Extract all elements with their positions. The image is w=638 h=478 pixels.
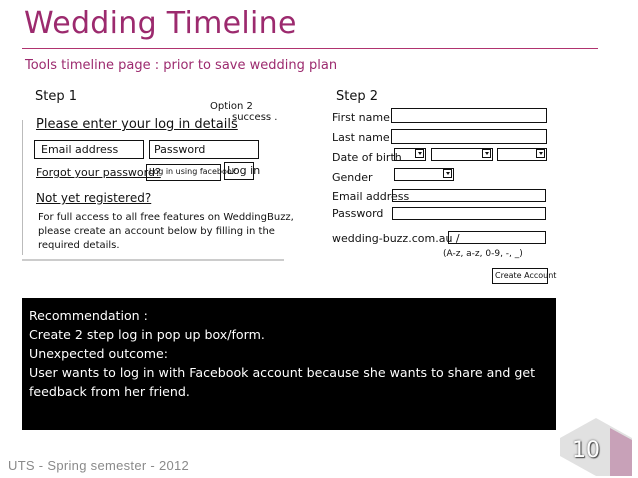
- facebook-login-button[interactable]: Log in using facebook: [146, 164, 221, 181]
- url-prefix: wedding-buzz.com.au /: [332, 232, 460, 245]
- login-button[interactable]: Log in: [224, 162, 254, 180]
- chevron-down-icon: [536, 149, 545, 158]
- last-name-label: Last name: [332, 131, 390, 144]
- option-note-2: success .: [232, 112, 278, 123]
- info-line-3: required details.: [38, 240, 120, 251]
- recommendation-text: Create 2 step log in pop up box/form.: [29, 327, 265, 342]
- page-title: Wedding Timeline: [24, 6, 297, 41]
- email-field[interactable]: Email address: [34, 140, 144, 159]
- step1-label: Step 1: [35, 89, 78, 104]
- email-label: Email address: [332, 190, 410, 203]
- outcome-heading: Unexpected outcome:: [29, 346, 169, 361]
- sketch-edge: [22, 120, 23, 255]
- password-label: Password: [332, 207, 384, 220]
- chevron-down-icon: [443, 169, 452, 178]
- outcome-text-1: User wants to log in with Facebook account because she wants to share and get: [29, 365, 536, 380]
- info-line-2: please create an account below by filling in the: [38, 226, 275, 237]
- sketch-bottom-edge: [22, 259, 284, 261]
- first-name-label: First name: [332, 111, 390, 124]
- info-line-1: For full access to all free features on WeddingBuzz,: [38, 212, 294, 223]
- last-name-input[interactable]: [391, 129, 547, 144]
- outcome-text-2: feedback from her friend.: [29, 384, 190, 399]
- not-registered-text: Not yet registered?: [36, 191, 152, 205]
- gender-select[interactable]: [394, 168, 454, 181]
- title-divider: [22, 48, 598, 49]
- dob-year-select[interactable]: [497, 148, 547, 161]
- username-hint: (A-z, a-z, 0-9, -, _): [443, 249, 523, 259]
- chevron-down-icon: [482, 149, 491, 158]
- footer-semester: UTS - Spring semester - 2012: [8, 458, 190, 473]
- recommendation-panel: [22, 298, 556, 430]
- page-number: 10: [572, 438, 600, 463]
- gender-label: Gender: [332, 171, 373, 184]
- dob-label: Date of birth: [332, 151, 402, 164]
- first-name-input[interactable]: [391, 108, 547, 123]
- create-account-button[interactable]: Create Account: [492, 268, 548, 284]
- password-input[interactable]: [392, 207, 546, 220]
- login-heading: Please enter your log in details: [36, 117, 238, 132]
- username-input[interactable]: [448, 231, 546, 244]
- forgot-password-link[interactable]: Forgot your password?: [36, 166, 161, 179]
- chevron-down-icon: [415, 149, 424, 158]
- option-note-1: Option 2: [210, 101, 253, 112]
- dob-month-select[interactable]: [431, 148, 493, 161]
- password-field[interactable]: Password: [149, 140, 259, 159]
- email-input[interactable]: [392, 189, 546, 202]
- recommendation-heading: Recommendation :: [29, 308, 148, 323]
- page-subtitle: Tools timeline page : prior to save wedding plan: [25, 58, 338, 73]
- step2-label: Step 2: [336, 89, 379, 104]
- dob-day-select[interactable]: [394, 148, 426, 161]
